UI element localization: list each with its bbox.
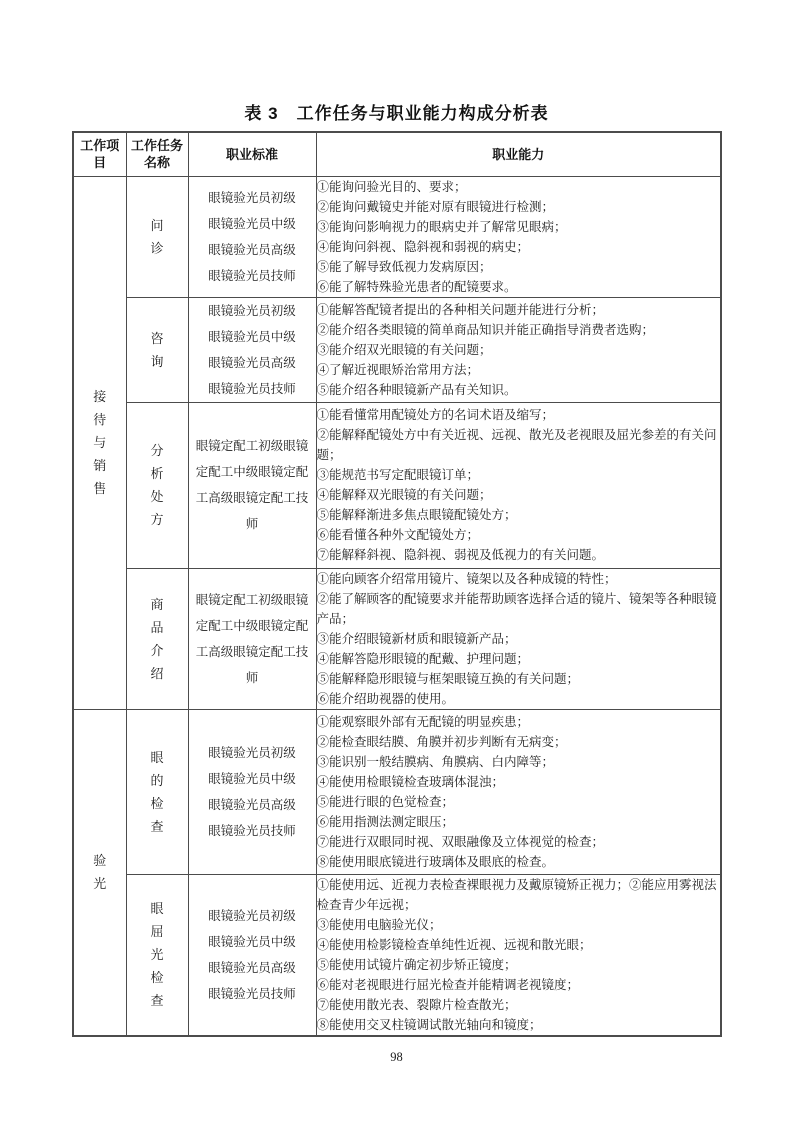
column-header-ability: 职业能力 <box>316 132 721 176</box>
standard-line: 眼镜验光员技师 <box>208 986 296 1001</box>
standard-line: 眼镜验光员初级 <box>208 745 296 760</box>
ability-item: ④了解近视眼矫治常用方法； <box>316 362 480 377</box>
ability-item: ①能观察眼外部有无配镜的明显疾患； <box>316 714 530 729</box>
task-name: 分析处方 <box>150 443 164 527</box>
standard-line: 眼镜验光员技师 <box>208 823 296 838</box>
ability-item: ⑧能使用眼底镜进行玻璃体及眼底的检查。 <box>316 854 555 869</box>
ability-item: ③能介绍双光眼镜的有关问题； <box>316 342 492 357</box>
ability-list <box>317 405 721 565</box>
task-name: 商品介绍 <box>150 596 164 681</box>
ability-cell <box>316 297 721 402</box>
ability-item: ④能解释双光眼镜的有关问题； <box>316 488 492 502</box>
standard-line: 师 <box>245 517 259 531</box>
standard-line: 眼镜验光员中级 <box>208 934 296 949</box>
ability-cell <box>316 709 721 874</box>
ability-list <box>317 569 721 709</box>
task-cell <box>126 176 188 297</box>
ability-item: ⑤能进行眼的色觉检查； <box>316 794 455 809</box>
project-name: 验光 <box>93 853 107 891</box>
table-row <box>73 568 721 709</box>
standard-cell <box>188 874 316 1036</box>
task-cell <box>126 402 188 568</box>
standard-line: 眼镜验光员初级 <box>208 908 296 923</box>
ability-item: ⑤能解释渐进多焦点眼镜配镜处方； <box>316 508 517 522</box>
ability-item: ④能使用检影镜检查单纯性近视、远视和散光眼； <box>316 937 592 952</box>
standard-line: 眼镜验光员高级 <box>208 242 296 257</box>
ability-item: ③能规范书写定配眼镜订单； <box>316 468 480 482</box>
standard-lines <box>189 587 316 691</box>
ability-item: ③能询问影响视力的眼病史并了解常见眼病； <box>316 219 567 234</box>
task-cell <box>126 568 188 709</box>
standard-line: 师 <box>245 670 259 685</box>
task-name: 眼的检查 <box>150 749 164 834</box>
ability-list <box>317 875 721 1035</box>
ability-item: ②能了解顾客的配镜要求并能帮助顾客选择合适的镜片、镜架等各种眼镜产品； <box>316 591 717 626</box>
standard-cell <box>188 402 316 568</box>
ability-item: ④能使用检眼镜检查玻璃体混浊； <box>316 774 505 789</box>
ability-item: ⑦能解释斜视、隐斜视、弱视及低视力的有关问题。 <box>316 548 605 562</box>
standard-line: 定配工中级眼镜定配 <box>195 618 309 633</box>
standard-line: 眼镜验光员初级 <box>208 190 296 205</box>
ability-item: ⑦能进行双眼同时视、双眼融像及立体视觉的检查； <box>316 834 605 849</box>
standard-line: 眼镜验光员技师 <box>208 268 296 283</box>
standard-line: 眼镜验光员高级 <box>208 355 296 370</box>
ability-list <box>317 177 721 297</box>
ability-item: ①能使用远、近视力表检查裸眼视力及戴原镜矫正视力；②能应用雾视法检查青少年远视； <box>316 877 717 912</box>
task-name: 咨询 <box>150 330 164 369</box>
ability-item: ①能解答配镜者提出的各种相关问题并能进行分析； <box>316 302 605 317</box>
header-row <box>73 132 721 176</box>
ability-item: ④能解答隐形眼镜的配戴、护理问题； <box>316 651 530 666</box>
ability-item: ⑤能了解导致低视力发病原因； <box>316 259 492 274</box>
standard-line: 工高级眼镜定配工技 <box>195 491 309 505</box>
task-cell <box>126 874 188 1036</box>
standard-line: 眼镜验光员技师 <box>208 381 296 396</box>
ability-cell <box>316 874 721 1036</box>
standard-line: 眼镜验光员中级 <box>208 329 296 344</box>
standard-cell <box>188 568 316 709</box>
ability-item: ⑥能对老视眼进行屈光检查并能精调老视镜度； <box>316 977 580 992</box>
project-cell <box>73 709 126 1036</box>
ability-item: ③能介绍眼镜新材质和眼镜新产品； <box>316 631 517 646</box>
ability-list <box>317 712 721 872</box>
standard-line: 眼镜验光员中级 <box>208 216 296 231</box>
ability-item: ③能识别一般结膜病、角膜病、白内障等； <box>316 754 555 769</box>
table-row <box>73 176 721 297</box>
standard-line: 眼镜验光员初级 <box>208 303 296 318</box>
standard-lines <box>189 740 316 844</box>
standard-cell <box>188 297 316 402</box>
standard-line: 眼镜验光员中级 <box>208 771 296 786</box>
standard-lines <box>189 298 316 402</box>
table-row <box>73 709 721 874</box>
ability-item: ⑥能了解特殊验光患者的配镜要求。 <box>316 279 517 294</box>
table-row <box>73 874 721 1036</box>
ability-list <box>317 300 721 400</box>
standard-lines <box>189 903 316 1007</box>
standard-line: 眼镜验光员高级 <box>208 960 296 975</box>
ability-item: ②能询问戴镜史并能对原有眼镜进行检测； <box>316 199 555 214</box>
standard-lines <box>189 433 316 537</box>
ability-item: ①能询问验光目的、要求； <box>316 179 467 194</box>
standard-line: 工高级眼镜定配工技 <box>195 644 309 659</box>
standard-line: 定配工中级眼镜定配 <box>195 465 309 479</box>
ability-item: ⑤能介绍各种眼镜新产品有关知识。 <box>316 382 517 397</box>
project-name: 接待与销售 <box>93 389 107 496</box>
ability-item: ④能询问斜视、隐斜视和弱视的病史； <box>316 239 530 254</box>
ability-cell <box>316 176 721 297</box>
task-name: 问诊 <box>150 217 164 256</box>
standard-line: 眼镜验光员高级 <box>208 797 296 812</box>
standard-cell <box>188 176 316 297</box>
ability-cell <box>316 402 721 568</box>
ability-item: ⑥能介绍助视器的使用。 <box>316 691 455 706</box>
table-row <box>73 297 721 402</box>
ability-cell <box>316 568 721 709</box>
ability-item: ⑤能解释隐形眼镜与框架眼镜互换的有关问题； <box>316 671 580 686</box>
ability-item: ⑤能使用试镜片确定初步矫正镜度； <box>316 957 517 972</box>
analysis-table <box>72 131 722 1037</box>
column-header-standard: 职业标准 <box>188 132 316 176</box>
ability-item: ⑧能使用交叉柱镜调试散光轴向和镜度； <box>316 1017 542 1032</box>
ability-item: ⑥能用指测法测定眼压； <box>316 814 455 829</box>
ability-item: ①能看懂常用配镜处方的名词术语及缩写； <box>316 408 555 422</box>
table-row <box>73 402 721 568</box>
column-header-task: 工作任务名称 <box>126 132 188 176</box>
standard-lines <box>189 185 316 289</box>
page-number: 98 <box>390 1049 403 1064</box>
task-cell <box>126 709 188 874</box>
standard-line: 眼镜定配工初级眼镜 <box>195 439 309 453</box>
ability-item: ③能使用电脑验光仪； <box>316 917 442 932</box>
ability-item: ①能向顾客介绍常用镜片、镜架以及各种成镜的特性； <box>316 571 617 586</box>
document-title: 表 3 工作任务与职业能力构成分析表 <box>244 104 549 123</box>
task-name: 眼屈光检查 <box>150 901 164 1008</box>
ability-item: ②能介绍各类眼镜的简单商品知识并能正确指导消费者选购； <box>316 322 655 337</box>
standard-line: 眼镜定配工初级眼镜 <box>195 592 309 607</box>
ability-item: ②能解释配镜处方中有关近视、远视、散光及老视眼及屈光参差的有关问题； <box>316 428 717 462</box>
project-cell <box>73 176 126 709</box>
ability-item: ⑦能使用散光表、裂隙片检查散光； <box>316 997 517 1012</box>
ability-item: ②能检查眼结膜、角膜并初步判断有无病变； <box>316 734 567 749</box>
ability-item: ⑥能看懂各种外文配镜处方； <box>316 528 480 542</box>
task-cell <box>126 297 188 402</box>
standard-cell <box>188 709 316 874</box>
column-header-project: 工作项目 <box>73 132 126 176</box>
